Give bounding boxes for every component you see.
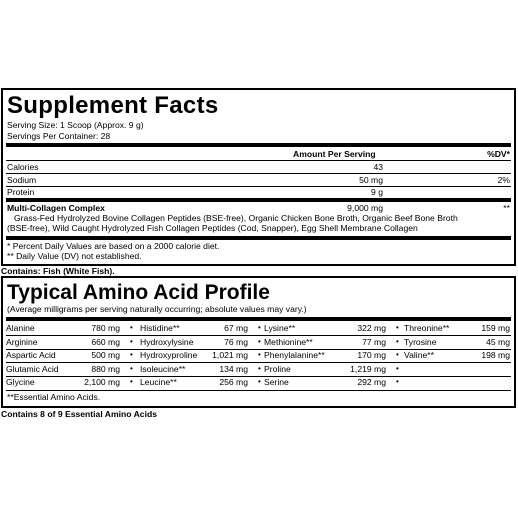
amino-name: Alanine [6,323,35,333]
amino-footnote: **Essential Amino Acids. [7,392,101,402]
amino-value: 292 mg [357,377,386,387]
amino-name: Threonine** [404,323,450,333]
amino-name: Tyrosine [404,336,437,347]
amino-name: Lysine** [264,323,296,333]
amino-acid-panel [1,276,516,408]
amino-value: 159 mg [481,323,510,333]
amino-value: 134 mg [219,363,248,374]
amino-value: 45 mg [486,336,510,347]
amino-name: Valine** [404,350,434,360]
bullet-separator: • [130,363,133,373]
complex-amount: 9,000 mg [347,203,383,213]
row-calories-name: Calories [7,162,39,172]
row-protein-name: Protein [7,187,35,197]
thick-divider-mid [6,198,511,202]
amino-value: 77 mg [362,336,386,347]
amino-name: Hydroxylysine [140,336,194,347]
amino-value: 256 mg [219,377,248,387]
divider [6,173,511,174]
bullet-separator: • [130,336,133,346]
amino-row [6,337,511,348]
row-sodium-amount: 50 mg [359,175,383,185]
bullet-separator: • [258,350,261,359]
amino-name: Methionine** [264,336,313,347]
bullet-separator: • [258,363,261,373]
complex-dv: ** [503,203,510,213]
amino-value: 76 mg [224,336,248,347]
bullet-separator: • [396,377,399,386]
bullet-separator: • [130,377,133,386]
amino-row [6,377,511,388]
amino-name: Phenylalanine** [264,350,325,360]
row-protein-amount: 9 g [371,187,383,197]
amino-thick-divider [6,317,511,321]
amino-value: 67 mg [224,323,248,333]
amino-row [6,323,511,334]
amino-row [6,350,511,361]
footnote-not-established: ** Daily Value (DV) not established. [7,251,142,261]
amino-name: Aspartic Acid [6,350,56,360]
bullet-separator: • [130,350,133,359]
amino-value: 780 mg [91,323,120,333]
bullet-separator: • [258,377,261,386]
amino-bottom-divider [6,390,511,391]
amino-name: Glutamic Acid [6,363,59,374]
amino-profile-title: Typical Amino Acid Profile [7,281,270,304]
amino-name: Leucine** [140,377,177,387]
row-sodium-dv: 2% [497,175,510,185]
allergen-note: Contains: Fish (White Fish). [1,266,115,276]
amino-name: Arginine [6,336,38,347]
thick-divider-top [6,143,511,147]
divider [6,186,511,187]
row-calories-amount: 43 [373,162,383,172]
amino-value: 198 mg [481,350,510,360]
amino-name: Isoleucine** [140,363,186,374]
amino-value: 322 mg [357,323,386,333]
bullet-separator: • [396,323,399,332]
row-sodium-name: Sodium [7,175,37,185]
header-dv: %DV* [487,149,510,159]
bullet-separator: • [258,336,261,346]
complex-name: Multi-Collagen Complex [7,203,105,213]
complex-description-line2: (BSE-free), Wild Caught Hydrolyzed Fish Collagen Peptides (Cod, Snapper), Egg Shell Membrane Collagen [7,223,418,233]
amino-value: 2,100 mg [84,377,120,387]
amino-name: Serine [264,377,289,387]
supplement-facts-title: Supplement Facts [7,92,219,119]
bullet-separator: • [396,363,399,373]
complex-description-line1: Grass-Fed Hydrolyzed Bovine Collagen Peptides (BSE-free), Organic Chicken Bone Broth, Organic Beef Bone Broth [14,213,458,223]
amino-value: 170 mg [357,350,386,360]
amino-row [6,364,511,375]
essential-note: Contains 8 of 9 Essential Amino Acids [1,409,157,419]
amino-name: Proline [264,363,291,374]
bullet-separator: • [396,336,399,346]
amino-value: 1,021 mg [212,350,248,360]
amino-name: Hydroxyproline [140,350,198,360]
bullet-separator: • [130,323,133,332]
amino-value: 660 mg [91,336,120,347]
footnote-dv: * Percent Daily Values are based on a 2000 calorie diet. [7,241,220,251]
header-amount: Amount Per Serving [293,149,376,159]
amino-name: Histidine** [140,323,180,333]
supplement-facts-panel [1,88,516,266]
thick-divider-bottom [6,236,511,240]
amino-value: 1,219 mg [350,363,386,374]
bullet-separator: • [396,350,399,359]
amino-value: 500 mg [91,350,120,360]
amino-name: Glycine [6,377,35,387]
amino-value: 880 mg [91,363,120,374]
amino-profile-subtitle: (Average milligrams per serving naturally occurring; absolute values may vary.) [7,304,307,314]
divider [6,160,511,161]
servings-per-container: Servings Per Container: 28 [7,131,111,141]
serving-size: Serving Size: 1 Scoop (Approx. 9 g) [7,120,144,130]
bullet-separator: • [258,323,261,332]
